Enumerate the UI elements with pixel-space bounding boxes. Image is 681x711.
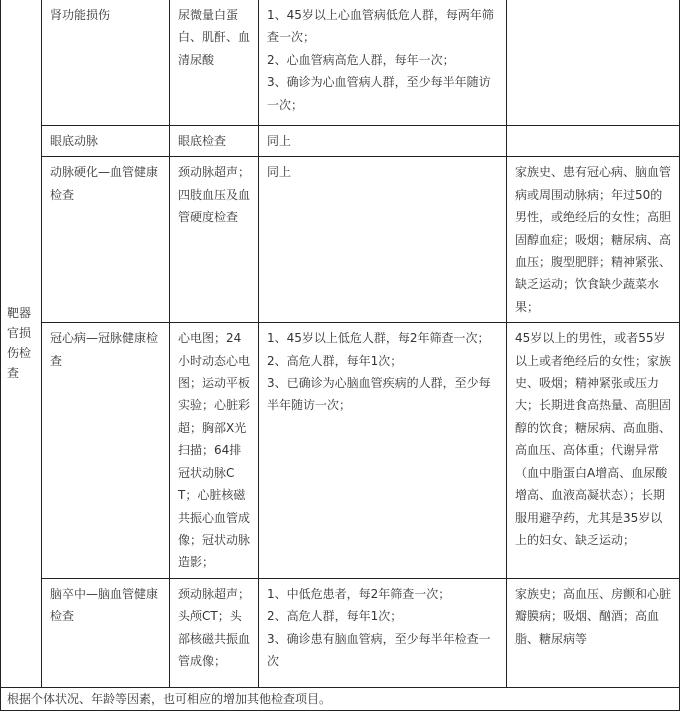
table-row	[1, 323, 680, 578]
frequency-line: 1、45岁以上低危人群，每2年筛查一次；	[267, 331, 490, 346]
table-row	[1, 0, 680, 126]
item-cell: 脑卒中—脑血管健康检查	[42, 578, 170, 687]
frequency-text	[267, 161, 498, 183]
method-cell: 颈动脉超声；四肢血压及血管硬度检查	[170, 157, 259, 323]
method-cell: 尿微量白蛋白、肌酐、血清尿酸	[170, 0, 259, 126]
frequency-line: 2、高危人群，每年1次；	[267, 353, 403, 368]
frequency-cell	[259, 323, 507, 578]
frequency-line: 1、中低危患者，每2年筛查一次；	[267, 586, 451, 601]
frequency-text	[267, 583, 498, 673]
frequency-line: 1、45岁以上心血管病低危人群，每两年筛查一次；	[267, 8, 494, 45]
frequency-text	[267, 327, 498, 417]
frequency-line: 2、高危人群，每年1次；	[267, 609, 403, 624]
frequency-cell	[259, 0, 507, 126]
frequency-line: 2、心血管病高危人群，每年一次；	[267, 52, 455, 67]
method-cell: 眼底检查	[170, 126, 259, 157]
population-cell	[507, 0, 680, 126]
frequency-line: 3、确诊患有脑血管病，至少每半年检查一次	[267, 631, 491, 668]
frequency-line: 3、已确诊为心脑血管疾病的人群，至少每半年随访一次；	[267, 376, 491, 413]
footer-row	[1, 687, 680, 710]
category-cell: 靶器官损伤检查	[1, 0, 42, 687]
frequency-text	[267, 4, 498, 116]
table-row	[1, 157, 680, 323]
footer-note: 根据个体状况、年龄等因素，也可相应的增加其他检查项目。	[1, 687, 680, 710]
population-cell: 45岁以上的男性，或者55岁以上或者绝经后的女性；家族史、吸烟；精神紧张或压力大；长期进食高热量、高胆固醇的饮食；糖尿病、高血脂、高血压、高体重；代谢异常（血中脂蛋白A增高、血尿酸增高、血液高凝状态）；长期服用避孕药，尤其是35岁以上的妇女、缺乏运动；	[507, 323, 680, 578]
item-cell: 动脉硬化—血管健康检查	[42, 157, 170, 323]
frequency-cell	[259, 157, 507, 323]
population-cell: 家族史、患有冠心病、脑血管病或周围动脉病；年过50的男性，或绝经后的女性；高胆固醇血症；吸烟；糖尿病、高血压；腹型肥胖；精神紧张、缺乏运动；饮食缺少蔬菜水果；	[507, 157, 680, 323]
frequency-line: 3、确诊为心血管病人群，至少每半年随访一次；	[267, 75, 491, 112]
item-cell: 眼底动脉	[42, 126, 170, 157]
frequency-cell	[259, 578, 507, 687]
frequency-cell	[259, 126, 507, 157]
method-cell: 颈动脉超声；头颅CT；头部核磁共振血管成像；	[170, 578, 259, 687]
method-cell: 心电图；24小时动态心电图；运动平板实验；心脏彩超；胸部X光扫描；64排冠状动脉CT；心脏核磁共振心血管成像；冠状动脉造影；	[170, 323, 259, 578]
table-row	[1, 578, 680, 687]
frequency-line: 同上	[267, 134, 292, 148]
item-cell: 肾功能损伤	[42, 0, 170, 126]
table-row	[1, 126, 680, 157]
population-cell	[507, 126, 680, 157]
item-cell: 冠心病—冠脉健康检查	[42, 323, 170, 578]
frequency-line: 同上	[267, 165, 292, 180]
frequency-text	[267, 130, 498, 152]
population-cell: 家族史；高血压、房颤和心脏瓣膜病；吸烟、酗酒；高血脂、糖尿病等	[507, 578, 680, 687]
